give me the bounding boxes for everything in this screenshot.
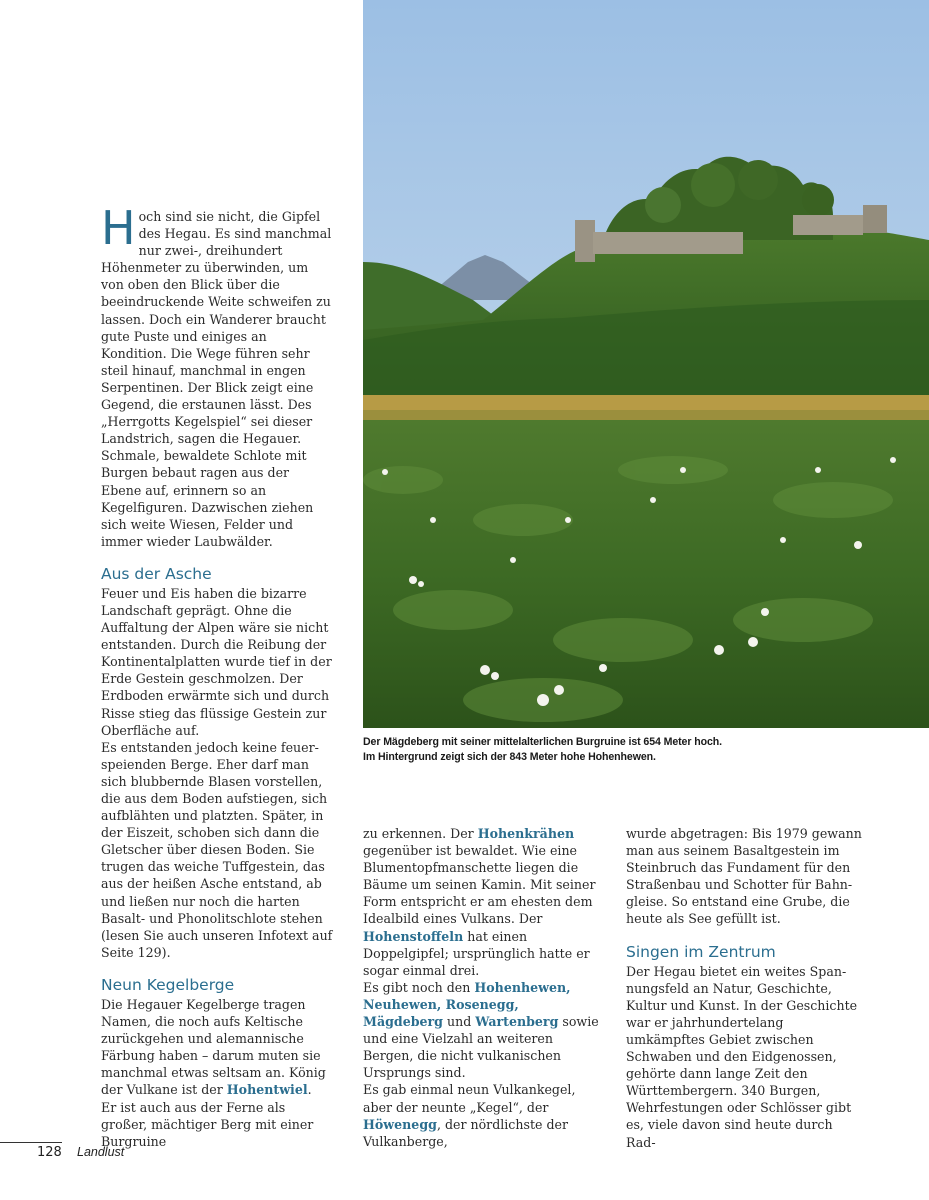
heading-neun-kegelberge: Neun Kegelberge — [101, 975, 235, 994]
paragraph: Es entstanden jedoch keine feuerspeienden Berge. Eher darf man sich blubbernde Blasen vorstellen, die aus dem Boden aufstiegen, sich aufblähten und platzten. Später, in der Eiszeit, schoben sich dann die Gletscher über diesen Boden. Sie trugen das weiche Tuffgestein, das aus der heißen Asche entstand, ab und ließen nur noch die harten Basalt- und Phonolitschlote stehen (lesen Sie auch unseren Infotext auf Seite 129). — [101, 739, 333, 960]
drop-cap: H — [101, 201, 136, 255]
caption-line-2: Im Hintergrund zeigt sich der 843 Meter hohe Hohenhewen. — [363, 751, 656, 763]
place-hohenstoffeln: Hohenstoffeln — [363, 928, 464, 944]
intro-text: och sind sie nicht, die Gipfel des Hegau. Es sind manchmal nur zwei-, dreihundert Höhenmeter zu überwinden, um von oben den Blick über die beeindruckende Weite schweifen zu lassen. Doch ein Wanderer braucht gute Puste und einiges an Kondition. Die Wege führen sehr steil hinauf, manchmal in engen Serpentinen. Der Blick zeigt eine Gegend, die erstaunen lässt. Des „Herrgotts Kegelspiel“ sei dieser Landstrich, sagen die Hegauer. Schmale, bewaldete Schlote mit Burgen bebaut ragen aus der Ebene auf, erinnern so an Kegelfiguren. Dazwischen ziehen sich weite Wiesen, Felder und immer wieder Laubwälder. — [101, 209, 332, 549]
photo-caption — [363, 735, 923, 765]
text-run: und — [442, 1014, 476, 1030]
text-run: , der nördlichste der Vulkanberge, — [363, 1116, 568, 1149]
place-hoewenegg: Höwenegg — [363, 1116, 437, 1132]
paragraph: Feuer und Eis haben die bizarre Landschaft geprägt. Ohne die Auffaltung der Alpen wäre sie nicht entstanden. Durch die Reibung der Kontinentalplatten wurde tief in der Erde Gestein geschmolzen. Der Erdboden erwärmte sich und durch Risse stieg das flüssige Gestein zur Oberfläche auf. — [101, 585, 332, 738]
place-wartenberg: Wartenberg — [475, 1014, 559, 1030]
text-run: . — [307, 1082, 312, 1098]
place-list: Hohenhewen, Neuhewen, Rosenegg, Mägdeberg — [363, 979, 571, 1030]
text-run: gegenüber ist bewaldet. Wie eine Blumentopfmanschette liegen die Bäume um seinen Kamin. Mit seiner Form entspricht er am ehesten dem Idealbild eines Vulkans. Der — [363, 843, 596, 927]
page-number: 128 — [37, 1145, 62, 1160]
text-run: hat einen Doppelgipfel; ursprünglich hatte er sogar einmal drei. — [363, 928, 590, 978]
heading-singen-im-zentrum: Singen im Zentrum — [626, 942, 776, 961]
caption-line-1: Der Mägdeberg mit seiner mittelalterlichen Burgruine ist 654 Meter hoch. — [363, 736, 722, 748]
paragraph — [101, 996, 333, 1099]
text-column-2 — [363, 825, 599, 1150]
magazine-logo: Landlust — [77, 1145, 125, 1159]
paragraph — [363, 825, 599, 979]
text-run: sowie und eine Vielzahl an weiteren Bergen, die nicht vulkanischen Ursprungs sind. — [363, 1014, 599, 1081]
landscape-photo — [363, 0, 929, 728]
text-run: Es gibt noch den — [363, 979, 475, 995]
paragraph: wurde abgetragen: Bis 1979 gewann man aus seinem Basaltgestein im Steinbruch das Fundament für den Straßenbau und Schotter für Bahngleise. So entstand eine Grube, die heute als See gefüllt ist. — [626, 826, 862, 927]
place-hohentwiel: Hohentwiel — [226, 1082, 308, 1098]
heading-aus-der-asche: Aus der Asche — [101, 564, 212, 583]
intro-paragraph — [101, 201, 333, 550]
footer-rule — [0, 1142, 62, 1143]
text-run: Die Hegauer Kegelberge tragen Namen, die noch aufs Keltische zurückgehen und alemannische Färbung haben – darum muten sie manchmal etwas seltsam an. König der Vulkane ist der — [101, 996, 326, 1098]
text-column-1 — [101, 201, 333, 1150]
text-run: zu erkennen. Der — [363, 826, 478, 841]
paragraph — [363, 1081, 599, 1149]
paragraph: Er ist auch aus der Ferne als großer, mächtiger Berg mit einer Burgruine — [101, 1099, 314, 1149]
text-column-3 — [626, 825, 862, 1151]
paragraph — [363, 979, 599, 1082]
place-hohenkraehen: Hohenkrähen — [477, 826, 575, 841]
text-run: Es gab einmal neun Vulkankegel, aber der neunte „Kegel“, der — [363, 1082, 576, 1115]
paragraph: Der Hegau bietet ein weites Spannungsfeld an Natur, Geschichte, Kultur und Kunst. In der Geschichte war er jahrhundertelang umkämpftes Gebiet zwischen Schwaben und den Eidgenossen, gehörte dann lange Zeit den Württembergern. 340 Burgen, Wehrfestungen oder Schlösser gibt es, viele davon sind heute durch Rad- — [626, 963, 858, 1150]
